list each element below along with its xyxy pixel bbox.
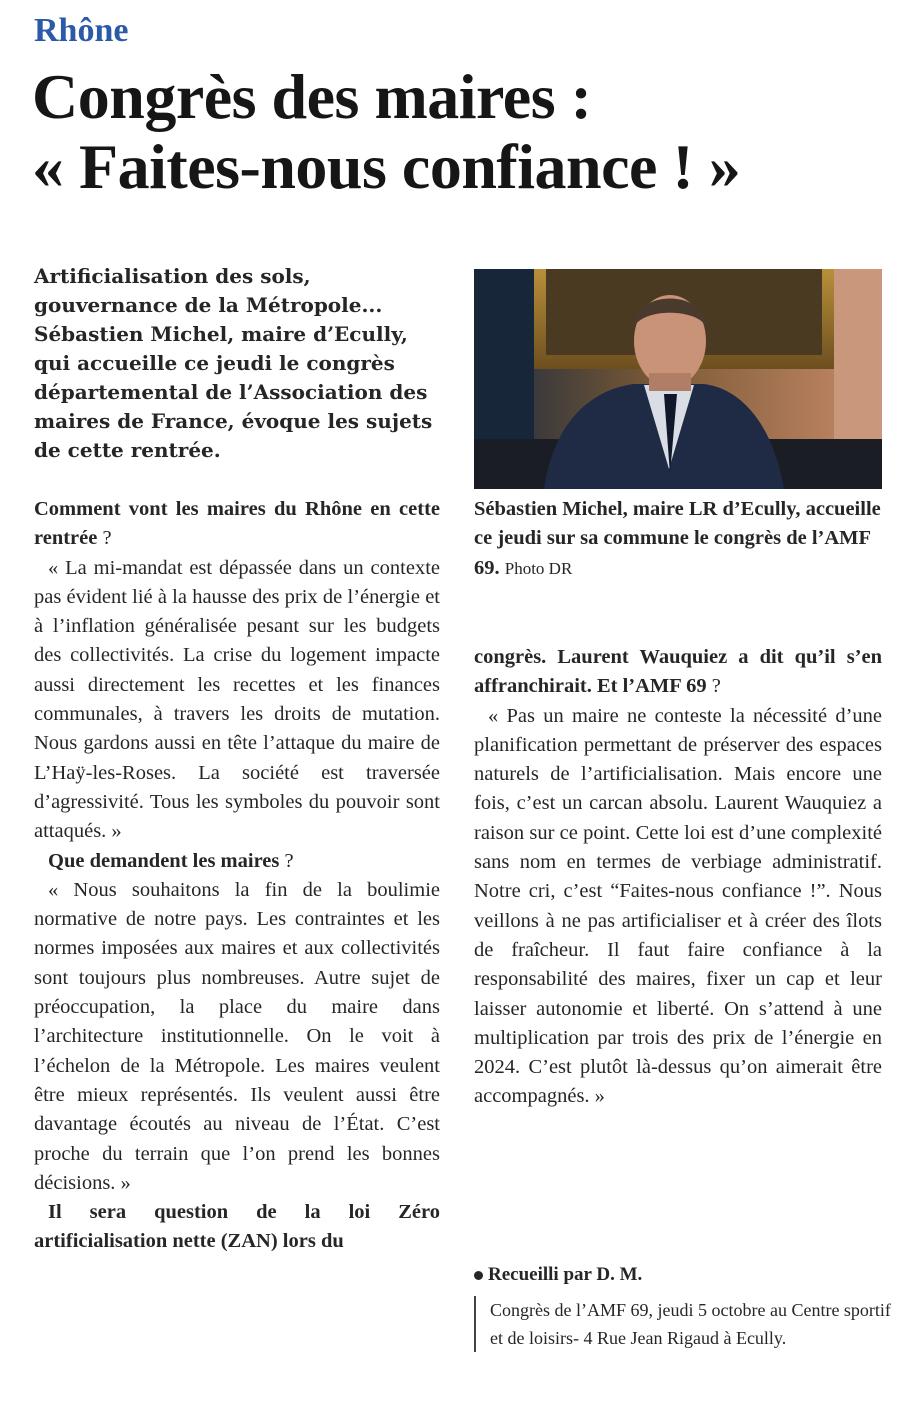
photo-credit: Photo DR (504, 558, 573, 578)
answer-1: « La mi-mandat est dépassée dans un contexte pas évident lié à la hausse des prix de l’énergie et à l’inflation généralisée pesant sur les budgets des collectivités. La crise du logement impacte aussi directement les recettes et les finances communales, à travers les droits de mutation. Nous gardons aussi en tête l’attaque du maire de L’Haÿ-les-Roses. La société est traversée d’agressivité. Tous les symboles du pouvoir sont attaqués. » (34, 556, 440, 843)
question-3-start: Il sera question de la loi Zéro artificialisation nette (ZAN) lors du (34, 1201, 440, 1253)
question-1: Comment vont les maires du Rhône en cette rentrée (34, 498, 440, 550)
question-3-mark: ? (706, 675, 721, 698)
question-2: Que demandent les maires (48, 849, 280, 872)
question-2-mark: ? (279, 849, 294, 872)
answer-3: « Pas un maire ne conteste la nécessité d’une planification permettant de préserver des espaces naturels de l’artificialisation. Mais encore une fois, c’est un carcan absolu. Laurent Wauquiez a raison sur ce point. Cette loi est d’une complexité sans nom en termes de verbiage administratif. Notre cri, c’est “Faites-nous confiance !”. Nous veillons à ne pas artificialiser et à créer des îlots de fraîcheur. Il faut faire confiance à la responsabilité des maires, fixer un cap et leur laisser autonomie et liberté. On s’attend à une multiplication par trois des prix de l’énergie en 2024. C’est plutôt là-dessus qu’on aimerait être accompagnés. » (474, 704, 882, 1108)
headline (32, 62, 902, 202)
answer-2: « Nous souhaitons la fin de la boulimie normative de notre pays. Les contraintes et les normes imposées aux maires et aux collectivités sont toujours plus nombreuses. Autre sujet de préoccupation, la place du maire dans l’architecture institutionnelle. On le voit à l’échelon de la Métropole. Les maires veulent être mieux représentés. Ils veulent aussi être davantage écoutés au niveau de l’État. C’est proche du terrain que l’on prend les bonnes décisions. » (34, 878, 440, 1194)
headline-line-2: « Faites-nous confiance ! » (32, 131, 741, 202)
article-photo (474, 269, 882, 489)
lead-paragraph: Artificialisation des sols, gouvernance de la Métropole... Sébastien Michel, maire d’Ecully, qui accueille ce jeudi le congrès départemental de l’Association des maires de France, évoque les sujets de cette rentrée. (34, 264, 433, 462)
caption-text: Sébastien Michel, maire LR d’Ecully, accueille ce jeudi sur sa commune le congrès de l’AMF 69. (474, 498, 881, 579)
signature-text: Recueilli par D. M. (488, 1264, 643, 1285)
bullet-icon (474, 1271, 483, 1280)
signature (474, 1264, 642, 1286)
question-1-mark: ? (97, 527, 112, 550)
section-rubric: Rhône (34, 12, 129, 49)
photo-caption (474, 495, 882, 583)
right-column (474, 643, 882, 1112)
event-info-box: Congrès de l’AMF 69, jeudi 5 octobre au Centre sportif et de loisirs- 4 Rue Jean Rigaud à Ecully. (474, 1296, 900, 1352)
headline-line-1: Congrès des maires : (32, 61, 592, 132)
left-column (34, 495, 440, 1257)
question-3-end: congrès. Laurent Wauquiez a dit qu’il s’en affranchirait. Et l’AMF 69 (474, 646, 882, 698)
photo-portrait-illustration (474, 269, 882, 489)
